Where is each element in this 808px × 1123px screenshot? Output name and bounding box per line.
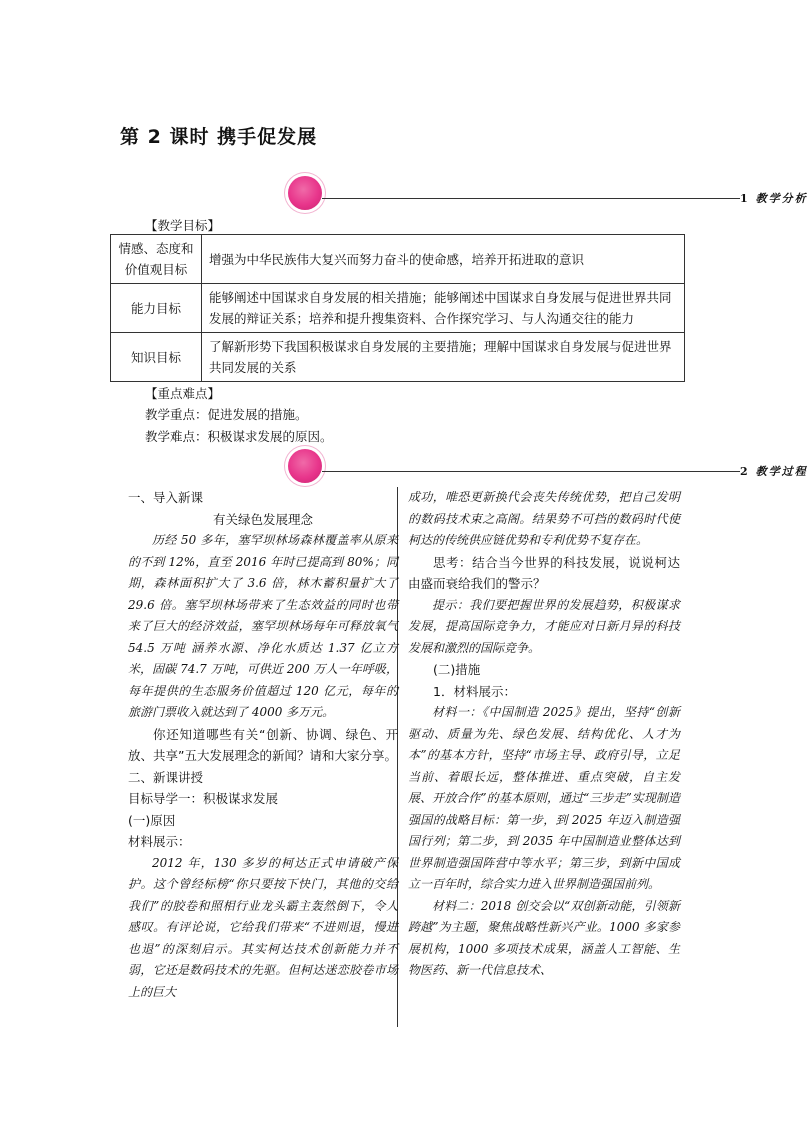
heading-intro: 一、导入新课 — [128, 490, 204, 505]
goal-key: 能力目标 — [111, 284, 202, 333]
section-number: 1 — [740, 192, 748, 205]
section-number: 2 — [740, 465, 748, 478]
paragraph: 成功，唯恐更新换代会丧失传统优势，把自己发明的数码技术束之高阁。结果势不可挡的数码时代使柯达的传统供应链优势和专利优势不复存在。 — [408, 490, 680, 547]
table-row — [111, 235, 685, 284]
table-row — [111, 333, 685, 382]
left-column — [128, 487, 398, 1003]
section-label: 教学分析 — [755, 192, 808, 205]
key-point: 教学重点：促进发展的措施。 — [145, 407, 308, 422]
goal-value: 了解新形势下我国积极谋求自身发展的主要措施；理解中国谋求自身发展与促进世界共同发展的关系 — [202, 333, 685, 382]
heading-new-lesson: 二、新课讲授 — [128, 769, 204, 785]
right-column — [408, 487, 680, 982]
sub-heading: (一)原因 — [128, 812, 176, 828]
sub-heading: (二)措施 — [433, 662, 481, 677]
paragraph: 历经 50 多年，塞罕坝林场森林覆盖率从原来的不到 12%，直至 2016 年时已提高到 80%；同期，森林面积扩大了 3.6 倍，林木蓄积量扩大了 29.6 倍。塞罕坝林场带来了生态效益的同时也带来了巨大的经济效益，塞罕坝林场每年可释放氧气 54.5 万吨 涵养水源、净化水质达 1.37 亿立方米，固碳 74.7 万吨，可供近 200 万人一年呼吸，每年提供的生态服务价值超过 120 亿元，每年的旅游门票收入就达到了 4000 多万元。 — [128, 533, 398, 719]
section-rule — [322, 471, 740, 472]
goals-table — [110, 234, 685, 382]
section-label: 教学过程 — [755, 465, 808, 478]
list-item: 1．材料展示： — [433, 683, 516, 699]
material-two: 材料二：2018 创交会以“双创新动能，引领新跨越”为主题，聚焦战略性新兴产业。1000 多家参展机构，1000 多项技术成果，涵盖人工智能、生物医药、新一代信息技术、 — [408, 898, 680, 977]
page-title: 第 2 课时 携手促发展 — [120, 126, 318, 148]
goal-value: 增强为中华民族伟大复兴而努力奋斗的使命感，培养开拓进取的意识 — [202, 235, 685, 284]
pink-circle-icon — [288, 176, 322, 210]
key-points-heading: 【重点难点】 — [145, 386, 221, 401]
goal-key: 情感、态度和价值观目标 — [111, 235, 202, 284]
hint: 提示：我们要把握世界的发展趋势，积极谋求发展，提高国际竞争力，才能应对日新月异的科技发展和激烈的国际竞争。 — [408, 597, 680, 655]
goal-key: 知识目标 — [111, 333, 202, 382]
material-one: 材料一：《中国制造 2025》提出，坚持“创新驱动、质量为先、绿色发展、结构优化、人才为本”的基本方针，坚持“市场主导、政府引导，立足当前、着眼长远，整体推进、重点突破，自主发展、开放合作”的基本原则，通过“三步走”实现制造强国的战略目标：第一步，到 2025 年迈入制造强国行列；第二步，到 2035 年中国制造业整体达到世界制造强国阵营中等水平；第三步，到新中国成立一百年时，综合实力进入世界制造强国前列。 — [408, 705, 680, 891]
subtitle: 有关绿色发展理念 — [212, 511, 313, 527]
question: 你还知道哪些有关“创新、协调、绿色、开放、共享”五大发展理念的新闻？请和大家分享。 — [128, 726, 398, 763]
goals-heading: 【教学目标】 — [145, 218, 221, 233]
section-header-analysis — [288, 176, 808, 212]
goal-value: 能够阐述中国谋求自身发展的相关措施；能够阐述中国谋求自身发展与促进世界共同发展的辩证关系；培养和提升搜集资料、合作探究学习、与人沟通交往的能力 — [202, 284, 685, 333]
question: 思考：结合当今世界的科技发展，说说柯达由盛而衰给我们的警示？ — [408, 554, 680, 591]
table-row — [111, 284, 685, 333]
difficulty: 教学难点：积极谋求发展的原因。 — [145, 429, 333, 444]
goal-heading: 目标导学一：积极谋求发展 — [128, 791, 279, 806]
pink-circle-icon — [288, 449, 322, 483]
section-rule — [322, 198, 740, 199]
paragraph: 2012 年，130 多岁的柯达正式申请破产保护。这个曾经标榜“你只要按下快门，其他的交给我们”的胶卷和照相行业龙头霸主轰然倒下，令人感叹。有评论说，它给我们带来“不进则退，慢进也退”的深刻启示。其实柯达技术创新能力并不弱，它还是数码技术的先驱。但柯达迷恋胶卷市场上的巨大 — [128, 855, 398, 999]
material-label: 材料展示： — [128, 834, 191, 849]
section-header-process — [288, 449, 808, 485]
